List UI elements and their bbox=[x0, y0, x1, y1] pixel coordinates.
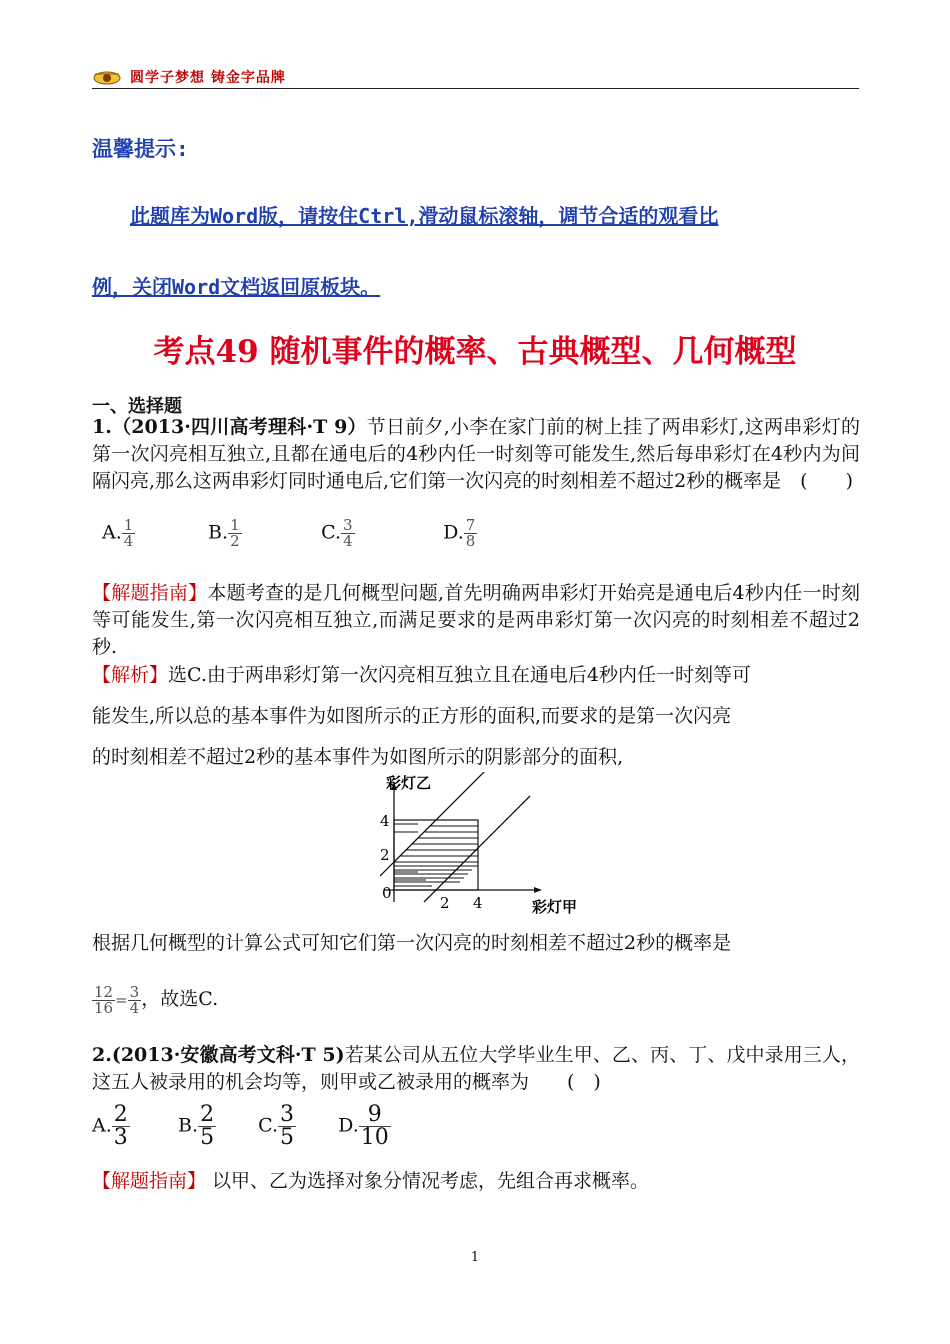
x-tick-4: 4 bbox=[473, 894, 483, 912]
option-d: D. $\frac{7}{8}$ bbox=[443, 516, 476, 550]
option-c: C. $\frac{3}{4}$ bbox=[321, 516, 353, 550]
probability-figure bbox=[380, 772, 590, 918]
x-axis-label: 彩灯甲 bbox=[532, 898, 578, 916]
question-1-answer: $\frac{12}{16}$ = $\frac{3}{4}$ ，故选C. bbox=[94, 982, 219, 1017]
option-a: A. $\frac{1}{4}$ bbox=[102, 516, 134, 550]
analysis-line-3: 的时刻相差不超过2秒的基本事件为如图所示的阴影部分的面积, bbox=[92, 746, 624, 768]
guide-text: 本题考查的是几何概型问题,首先明确两串彩灯开始亮是通电后4秒内任一时刻等可能发生,第一次闪亮相互独立,而满足要求的是两串彩灯第一次闪亮的时刻相差不超过2秒. bbox=[92, 582, 860, 658]
header-slogan: 圆学子梦想 铸金字品牌 bbox=[130, 70, 286, 86]
question-1-conclusion: 根据几何概型的计算公式可知它们第一次闪亮的时刻相差不超过2秒的概率是 bbox=[92, 932, 732, 954]
question-2-source: 2.(2013·安徽高考文科·T 5) bbox=[92, 1044, 345, 1066]
y-tick-2: 2 bbox=[380, 846, 390, 864]
analysis-line-1: 选C.由于两串彩灯第一次闪亮相互独立且在通电后4秒内任一时刻等可 bbox=[168, 664, 752, 686]
tip-link-line-2[interactable]: 例，关闭Word文档返回原板块。 bbox=[92, 275, 381, 299]
y-axis-label: 彩灯乙 bbox=[386, 774, 432, 792]
question-2-text: 若某公司从五位大学毕业生甲、乙、丙、丁、戊中录用三人，这五人被录用的机会均等，则甲或乙被录用的概率为 ( ) bbox=[92, 1044, 860, 1093]
page-number: 1 bbox=[470, 1250, 480, 1265]
analysis-line-2: 能发生,所以总的基本事件为如图所示的正方形的面积,而要求的是第一次闪亮 bbox=[92, 705, 732, 727]
question-1-text: 节日前夕,小李在家门前的树上挂了两串彩灯,这两串彩灯的第一次闪亮相互独立,且都在通电后的4秒内任一时刻等可能发生,然后每串彩灯在4秒内为间隔闪亮,那么这两串彩灯同时通电后,它们第一次闪亮的时刻相差不超过2秒的概率是 ( ) bbox=[92, 416, 860, 492]
question-2 bbox=[92, 1042, 860, 1096]
question-1-guide bbox=[92, 580, 860, 661]
q2-option-c: C. $\frac{3}{5}$ bbox=[258, 1102, 294, 1150]
y-tick-0: 0 bbox=[382, 884, 392, 902]
lower-boundary-line bbox=[424, 796, 530, 902]
q2-option-a: A. $\frac{2}{3}$ bbox=[92, 1102, 128, 1150]
q2-option-d: D. $\frac{9}{10}$ bbox=[338, 1102, 389, 1150]
q2-guide-text: 以甲、乙为选择对象分情况考虑，先组合再求概率。 bbox=[206, 1170, 650, 1192]
section-heading: 一、选择题 bbox=[92, 396, 182, 417]
shaded-region bbox=[394, 820, 478, 890]
tip-link-line-1[interactable]: 此题库为Word版，请按住Ctrl,滑动鼠标滚轴，调节合适的观看比 bbox=[130, 204, 719, 228]
question-1-options bbox=[102, 518, 503, 549]
option-b: B. $\frac{1}{2}$ bbox=[208, 516, 240, 550]
analysis-tag: 【解析】 bbox=[92, 664, 169, 686]
tip-title: 温馨提示: bbox=[92, 137, 189, 161]
question-1-analysis bbox=[92, 655, 860, 778]
question-2-options bbox=[92, 1104, 408, 1149]
guide-tag: 【解题指南】 bbox=[92, 582, 208, 604]
question-2-guide bbox=[92, 1168, 860, 1195]
question-1 bbox=[92, 414, 860, 495]
q2-guide-tag: 【解题指南】 bbox=[92, 1170, 207, 1192]
q2-option-b: B. $\frac{2}{5}$ bbox=[178, 1102, 215, 1150]
question-1-source: 1.（2013·四川高考理科·T 9） bbox=[92, 416, 367, 438]
y-tick-4: 4 bbox=[380, 812, 390, 830]
logo-icon bbox=[92, 68, 122, 86]
page-title: 考点49 随机事件的概率、古典概型、几何概型 bbox=[153, 334, 797, 370]
x-tick-2: 2 bbox=[440, 894, 450, 912]
